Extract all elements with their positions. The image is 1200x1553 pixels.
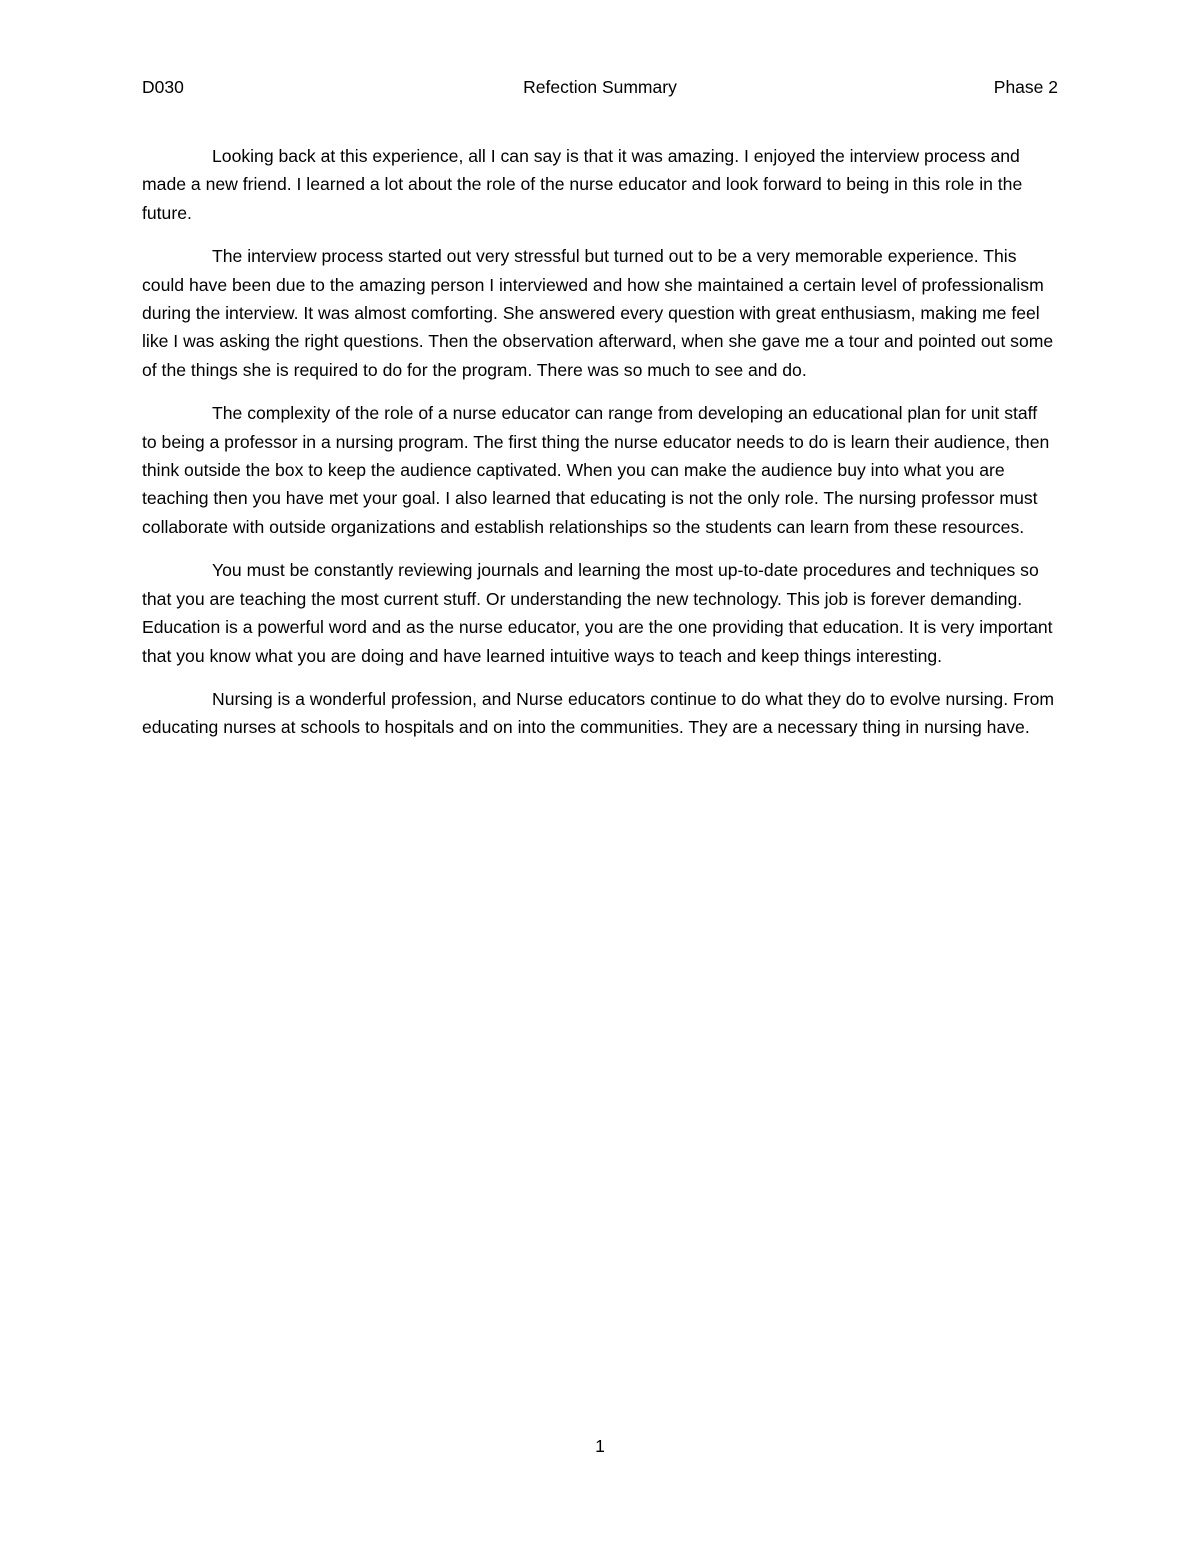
document-body xyxy=(142,142,1056,757)
page-number: 1 xyxy=(595,1436,605,1456)
header-course-code: D030 xyxy=(142,77,184,97)
header-phase: Phase 2 xyxy=(993,77,1058,97)
paragraph: Looking back at this experience, all I can say is that it was amazing. I enjoyed the interview process and made a new friend. I learned a lot about the role of the nurse educator and look forward to being in this role in the future. xyxy=(142,146,1023,223)
paragraph: Nursing is a wonderful profession, and Nurse educators continue to do what they do to evolve nursing. From educating nurses at schools to hospitals and on into the communities. They are a necessary thing in nursing have. xyxy=(142,688,1055,738)
paragraph: The interview process started out very stressful but turned out to be a very memorable experience. This could have been due to the amazing person I interviewed and how she maintained a certain level of professionalism during the interview. It was almost comforting. She answered every question with great enthusiasm, making me feel like I was asking the right questions. Then the observation afterward, when she gave me a tour and pointed out some of the things she is required to do for the program. There was so much to see and do. xyxy=(142,246,1054,380)
header-title: Refection Summary xyxy=(523,77,677,97)
page-footer xyxy=(0,1434,1200,1458)
paragraph: You must be constantly reviewing journals and learning the most up-to-date procedures and techniques so that you are teaching the most current stuff. Or understanding the new technology. This job is forever demanding. Education is a powerful word and as the nurse educator, you are the one providing that education. It is very important that you know what you are doing and have learned intuitive ways to teach and keep things interesting. xyxy=(142,560,1053,666)
page-header xyxy=(142,74,1058,100)
paragraph: The complexity of the role of a nurse educator can range from developing an educational plan for unit staff to being a professor in a nursing program. The first thing the nurse educator needs to do is learn their audience, then think outside the box to keep the audience captivated. When you can make the audience buy into what you are teaching then you have met your goal. I also learned that educating is not the only role. The nursing professor must collaborate with outside organizations and establish relationships so the students can learn from these resources. xyxy=(142,403,1050,537)
